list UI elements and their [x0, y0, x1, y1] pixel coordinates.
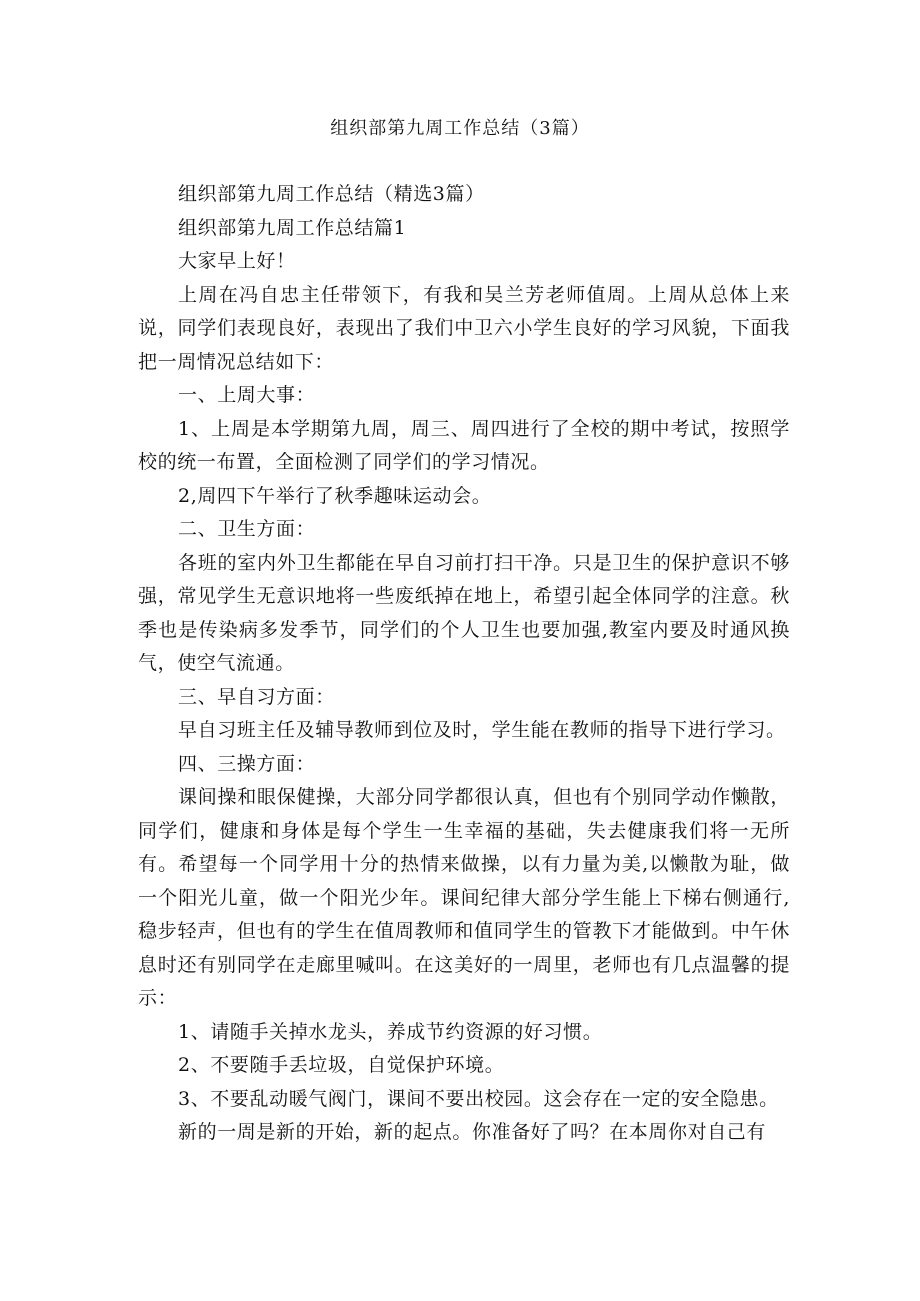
- body-paragraph: 课间操和眼保健操，大部分同学都很认真，但也有个别同学动作懒散，同学们，健康和身体是每个学生一生幸福的基础，失去健康我们将一无所有。希望每一个同学用十分的热情来做操，以有力量为美,以懒散为耻，做一个阳光儿童，做一个阳光少年。课间纪律大部分学生能上下梯右侧通行,稳步轻声，但也有的学生在值周教师和值同学生的管教下才能做到。中午休息时还有别同学在走廊里喊叫。在这美好的一周里，老师也有几点温馨的提示：: [138, 786, 790, 1009]
- greeting-paragraph: 大家早上好！: [178, 250, 296, 272]
- body-paragraph: 上周在冯自忠主任带领下，有我和吴兰芳老师值周。上周从总体上来说，同学们表现良好，表现出了我们中卫六小学生良好的学习风貌，下面我把一周情况总结如下：: [138, 283, 790, 373]
- body-paragraph: 早自习班主任及辅导教师到位及时，学生能在教师的指导下进行学习。: [178, 719, 786, 741]
- section-heading: 二、卫生方面：: [178, 518, 316, 540]
- section-heading: 三、早自习方面：: [178, 685, 335, 708]
- document-title: 组织部第九周工作总结（3篇）: [330, 118, 590, 139]
- list-item-paragraph: 2、不要随手丢垃圾，自觉保护环境。: [178, 1054, 505, 1076]
- list-item-paragraph: 1、请随手关掉水龙头，养成节约资源的好习惯。: [178, 1020, 603, 1043]
- section-heading: 组织部第九周工作总结篇1: [178, 216, 407, 239]
- list-item-paragraph: 2,周四下午举行了秋季趣味运动会。: [178, 484, 492, 507]
- section-heading: 一、上周大事：: [178, 384, 316, 406]
- subtitle-paragraph: 组织部第九周工作总结（精选3篇）: [178, 183, 485, 205]
- list-item-paragraph: 3、不要乱动暖气阀门，课间不要出校园。这会存在一定的安全隐患。: [178, 1087, 779, 1110]
- body-paragraph: 新的一周是新的开始，新的起点。你准备好了吗？在本周你对自己有: [178, 1121, 767, 1143]
- list-item-paragraph: 1、上周是本学期第九周，周三、周四进行了全校的期中考试，按照学校的统一布置，全面检测了同学们的学习情况。: [138, 417, 790, 473]
- body-paragraph: 各班的室内外卫生都能在早自习前打扫干净。只是卫生的保护意识不够强，常见学生无意识地将一些废纸掉在地上，希望引起全体同学的注意。秋季也是传染病多发季节，同学们的个人卫生也要加强,教室内要及时通风换气，使空气流通。: [138, 551, 790, 674]
- section-heading: 四、三操方面：: [178, 752, 316, 775]
- document-body: [138, 178, 790, 1150]
